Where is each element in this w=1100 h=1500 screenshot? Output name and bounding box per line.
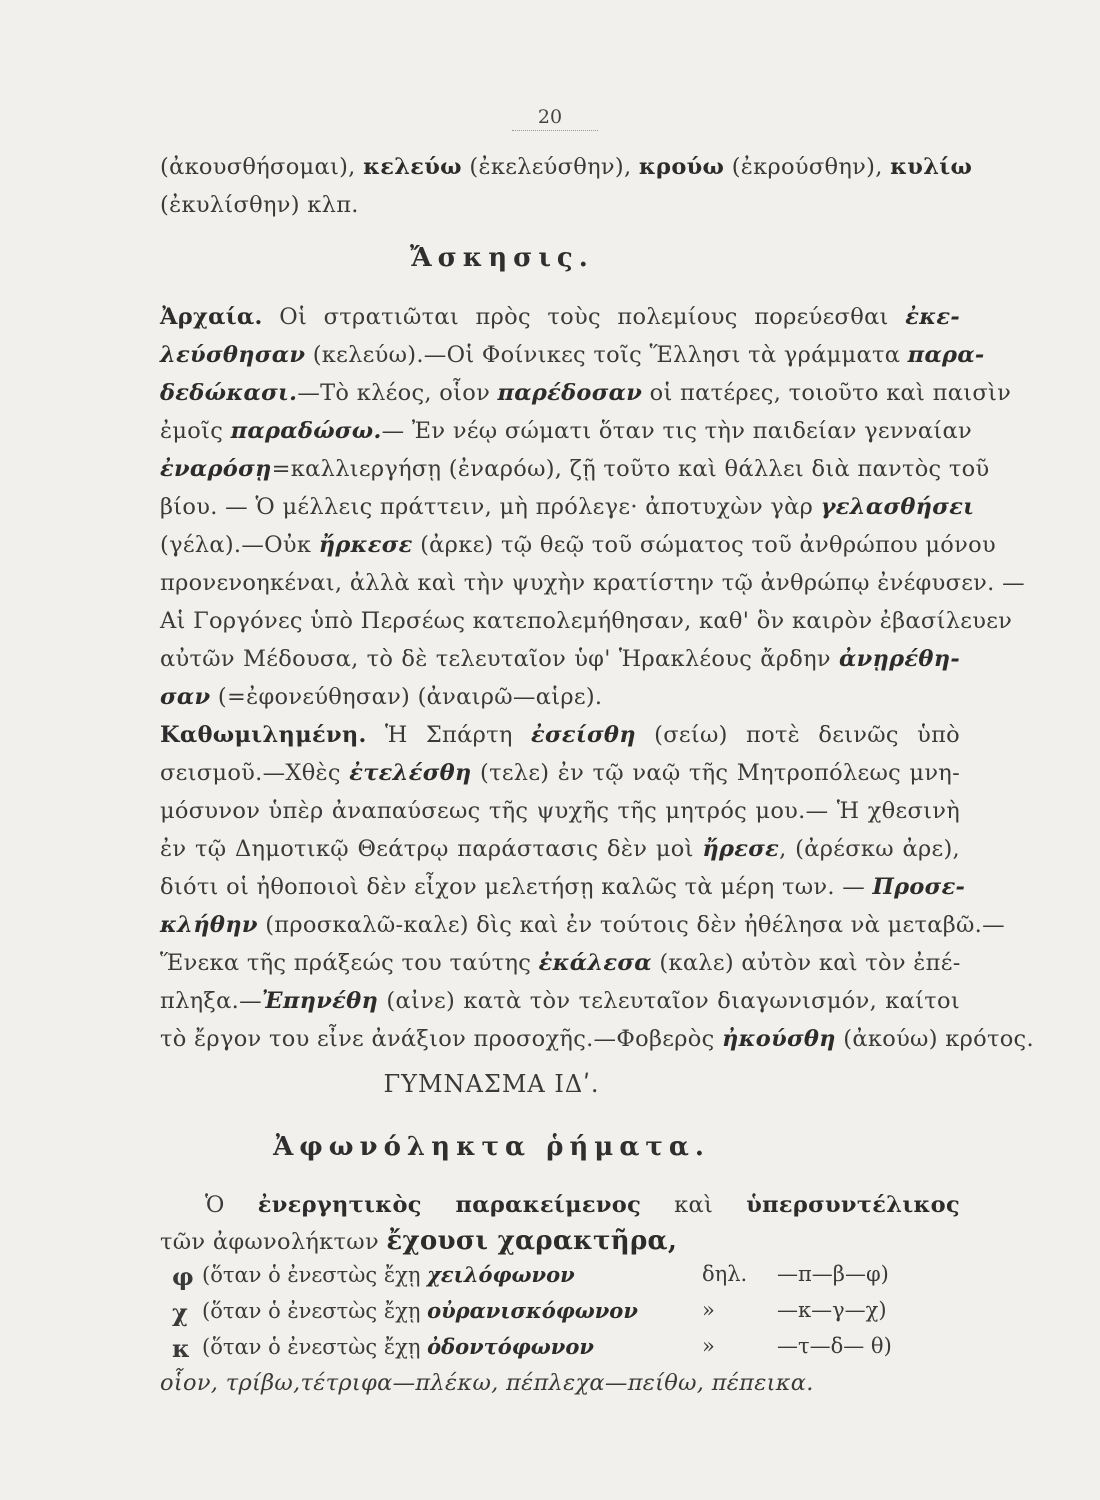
text-line: Αἱ Γοργόνες ὑπὸ Περσέως κατεπολεμήθησαν, καθ' ὃν καιρὸν ἐβασίλευεν	[160, 608, 1013, 634]
text-line: μόσυνον ὑπὲρ ἀναπαύσεως τῆς ψυχῆς τῆς μητρός μου.— Ἡ χθεσινὴ	[160, 798, 960, 824]
rule-row: κ (ὅταν ὁ ἐνεστὼς ἔχῃ ὀδοντόφωνον » —τ—δ— θ)	[172, 1334, 892, 1363]
section-heading: Ἄσκησις.	[410, 243, 594, 273]
text-line: λεύσθησαν (κελεύω).—Οἱ Φοίνικες τοῖς Ἕλλησι τὰ γράμματα παρα-	[160, 342, 985, 368]
text-line: Ὁ ἐνεργητικὸς παρακείμενος καὶ ὑπερσυντέλικος	[205, 1192, 960, 1218]
rule-row: φ (ὅταν ὁ ἐνεστὼς ἔχῃ χειλόφωνον δηλ. —π—β—φ)	[172, 1262, 889, 1291]
text-line: δεδώκασι.—Τὸ κλέος, οἷον παρέδοσαν οἱ πατέρες, τοιοῦτο καὶ παισὶν	[160, 380, 1012, 406]
rule-letter: φ	[172, 1262, 194, 1291]
text-line: διότι οἱ ἠθοποιοὶ δὲν εἶχον μελετήσῃ καλῶς τὰ μέρη των. — Προσε-	[160, 874, 966, 900]
text-line: (γέλα).—Οὐκ ἤρκεσε (ἀρκε) τῷ θεῷ τοῦ σώματος τοῦ ἀνθρώπου μόνου	[160, 532, 996, 558]
text-line: βίου. — Ὁ μέλλεις πράττειν, μὴ πρόλεγε· ἀποτυχὼν γὰρ γελασθήσει	[160, 494, 975, 520]
text-line: τῶν ἀφωνολήκτων ἔχουσι χαρακτῆρα,	[160, 1226, 678, 1256]
section-heading: Ἀφωνόληκτα ῥήματα.	[273, 1132, 710, 1162]
text-line: αὐτῶν Μέδουσα, τὸ δὲ τελευταῖον ὑφ' Ἡρακλέους ἄρδην ἀνῃρέθη-	[160, 646, 960, 672]
text-line: ἐν τῷ Δημοτικῷ Θεάτρῳ παράστασις δὲν μοὶ ἤρεσε, (ἀρέσκω ἀρε),	[160, 836, 960, 862]
text-line: τὸ ἔργον του εἶνε ἀνάξιον προσοχῆς.—Φοβερὸς ἠκούσθη (ἀκούω) κρότος.	[160, 1026, 1034, 1052]
page-number-rule	[512, 130, 598, 131]
rule-letter: κ	[172, 1334, 190, 1363]
text-line: ἐναρόσῃ=καλλιεργήσῃ (ἐναρόω), ζῇ τοῦτο καὶ θάλλει διὰ παντὸς τοῦ	[160, 456, 990, 482]
example-line: οἷον, τρίβω,τέτριφα—πλέκω, πέπλεχα—πείθω, πέπεικα.	[160, 1370, 814, 1396]
text-line: σαν (=ἐφονεύθησαν) (ἀναιρῶ—αἱρε).	[160, 684, 603, 710]
text-line: σεισμοῦ.—Χθὲς ἐτελέσθη (τελε) ἐν τῷ ναῷ τῆς Μητροπόλεως μνη-	[160, 760, 960, 786]
text-line: πληξα.—Ἐπηνέθη (αἰνε) κατὰ τὸν τελευταῖον διαγωνισμόν, καίτοι	[160, 988, 960, 1014]
text-line: Καθωμιλημένη. Ἡ Σπάρτη ἐσείσθη (σείω) ποτὲ δεινῶς ὑπὸ	[160, 722, 960, 748]
text-line: Ἀρχαία. Οἱ στρατιῶται πρὸς τοὺς πολεμίους πορεύεσθαι ἐκε-	[160, 304, 960, 330]
text-line: Ἕνεκα τῆς πράξεώς του ταύτης ἐκάλεσα (καλε) αὐτὸν καὶ τὸν ἐπέ-	[160, 950, 961, 976]
rule-letter: χ	[172, 1298, 188, 1327]
exercise-heading: ΓΥΜΝΑΣΜΑ ΙΔʹ.	[383, 1070, 600, 1098]
text-line: κλήθην (προσκαλῶ-καλε) δὶς καὶ ἐν τούτοις δὲν ἠθέλησα νὰ μεταβῶ.—	[160, 912, 1005, 938]
text-line: ἐμοῖς παραδώσω.— Ἐν νέῳ σώματι ὅταν τις τὴν παιδείαν γενναίαν	[160, 418, 972, 444]
rule-row: χ (ὅταν ὁ ἐνεστὼς ἔχῃ οὐρανισκόφωνον » —κ—γ—χ)	[172, 1298, 887, 1327]
text-line: προνενοηκέναι, ἀλλὰ καὶ τὴν ψυχὴν κρατίστην τῷ ἀνθρώπῳ ἐνέφυσεν. —	[160, 570, 1025, 596]
text-line: (ἀκουσθήσομαι), κελεύω (ἐκελεύσθην), κρούω (ἐκρούσθην), κυλίω	[160, 154, 973, 180]
text-line: (ἐκυλίσθην) κλπ.	[160, 192, 359, 218]
page-number: 20	[537, 106, 563, 128]
